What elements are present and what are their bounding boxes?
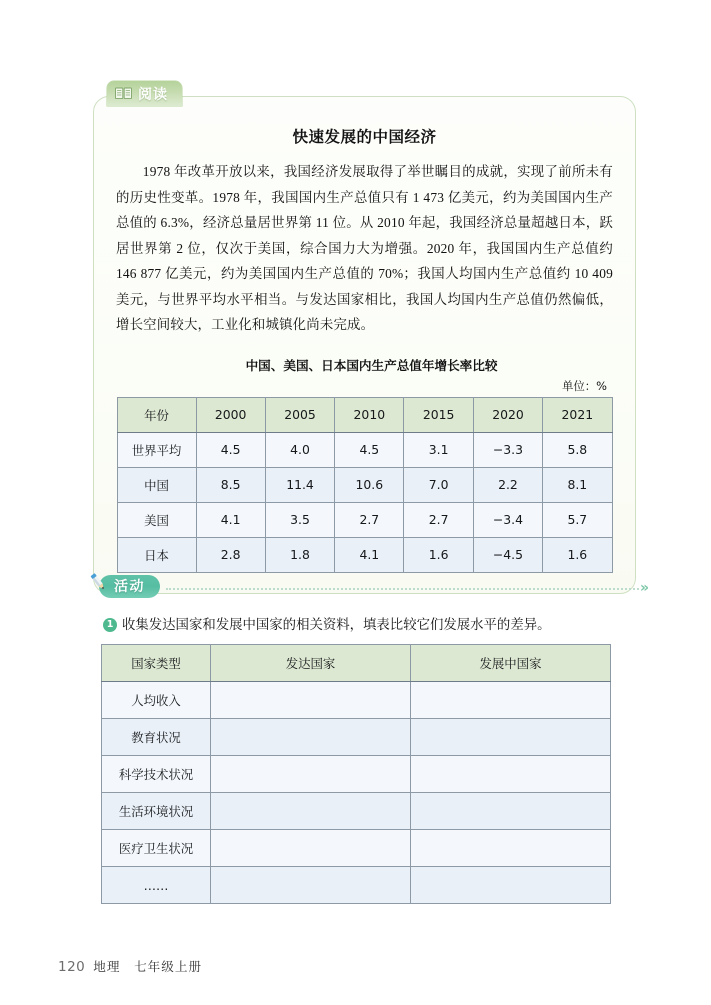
row-label: 美国 — [117, 502, 196, 537]
activity-item-text: 收集发达国家和发展中国家的相关资料，填表比较它们发展水平的差异。 — [122, 617, 551, 632]
table-row — [102, 682, 611, 719]
reading-box — [93, 86, 636, 594]
table-cell: 3.1 — [404, 432, 473, 467]
table-cell: 8.5 — [196, 467, 265, 502]
book-icon — [115, 87, 132, 100]
activity-tab-label: 活动 — [114, 579, 145, 595]
answer-cell-developing[interactable] — [411, 682, 611, 719]
page-number: 120 — [58, 959, 86, 975]
table-cell: 1.8 — [265, 537, 334, 572]
table-cell: 5.8 — [543, 432, 612, 467]
row-label: 科学技术状况 — [102, 756, 211, 793]
activity-tab — [99, 575, 160, 598]
table-cell: 8.1 — [543, 467, 612, 502]
table-header-row — [102, 645, 611, 682]
row-label: 中国 — [117, 467, 196, 502]
column-header-developing: 发展中国家 — [411, 645, 611, 682]
table-cell: −3.3 — [473, 432, 542, 467]
answer-cell-developed[interactable] — [211, 719, 411, 756]
table-cell: 4.0 — [265, 432, 334, 467]
column-header-2010: 2010 — [335, 397, 404, 432]
table-cell: −3.4 — [473, 502, 542, 537]
table-row — [102, 756, 611, 793]
table-cell: 3.5 — [265, 502, 334, 537]
answer-cell-developed[interactable] — [211, 682, 411, 719]
table-row — [117, 502, 612, 537]
table-cell: 4.5 — [196, 432, 265, 467]
table-cell: 7.0 — [404, 467, 473, 502]
column-header-2020: 2020 — [473, 397, 542, 432]
column-header-year: 年份 — [117, 397, 196, 432]
table-row — [102, 719, 611, 756]
table-row — [117, 537, 612, 572]
gdp-table-title: 中国、美国、日本国内生产总值年增长率比较 — [245, 357, 498, 373]
chevron-right-icon: » — [639, 579, 646, 596]
column-header-country-type: 国家类型 — [102, 645, 211, 682]
reading-tab-label: 阅读 — [138, 86, 168, 103]
answer-cell-developing[interactable] — [411, 793, 611, 830]
column-header-2005: 2005 — [265, 397, 334, 432]
dotted-divider — [166, 587, 639, 590]
row-label: 日本 — [117, 537, 196, 572]
activity-header — [86, 572, 646, 600]
footer-book-title: 地理 七年级上册 — [93, 959, 203, 974]
reading-section — [93, 86, 636, 594]
reading-tab — [107, 81, 182, 106]
table-cell: −4.5 — [473, 537, 542, 572]
table-row — [117, 467, 612, 502]
table-cell: 1.6 — [543, 537, 612, 572]
row-label: 教育状况 — [102, 719, 211, 756]
table-header-row — [117, 397, 612, 432]
table-cell: 1.6 — [404, 537, 473, 572]
answer-cell-developed[interactable] — [211, 830, 411, 867]
answer-cell-developing[interactable] — [411, 830, 611, 867]
activity-number-badge: 1 — [103, 618, 117, 632]
answer-cell-developing[interactable] — [411, 867, 611, 904]
table-row — [117, 432, 612, 467]
column-header-2000: 2000 — [196, 397, 265, 432]
table-row — [102, 793, 611, 830]
article-body: 1978 年改革开放以来，我国经济发展取得了举世瞩目的成就，实现了前所未有的历史性变革。1978 年，我国国内生产总值只有 1 473 亿美元，约为美国国内生产总值的 6.3%，经济总量居世界第 11 位。从 2010 年起，我国经济总量超越日本，跃居世界第 2 位，仅次于美国，综合国力大为增强。2020 年，我国国内生产总值约 146 877 亿美元，约为美国国内生产总值的 70%；我国人均国内生产总值约 10 409 美元，与世界平均水平相当。与发达国家相比，我国人均国内生产总值仍然偏低，增长空间较大，工业化和城镇化尚未完成。 — [116, 164, 613, 332]
table-cell: 5.7 — [543, 502, 612, 537]
activity-section — [86, 572, 646, 904]
answer-cell-developing[interactable] — [411, 719, 611, 756]
column-header-2021: 2021 — [543, 397, 612, 432]
gdp-growth-table — [117, 397, 613, 573]
row-label: 人均收入 — [102, 682, 211, 719]
answer-cell-developed[interactable] — [211, 867, 411, 904]
page-footer — [58, 956, 202, 975]
answer-cell-developed[interactable] — [211, 756, 411, 793]
column-header-2015: 2015 — [404, 397, 473, 432]
gdp-table-block — [116, 355, 613, 573]
answer-cell-developed[interactable] — [211, 793, 411, 830]
table-cell: 4.1 — [335, 537, 404, 572]
table-cell: 11.4 — [265, 467, 334, 502]
row-label: 生活环境状况 — [102, 793, 211, 830]
row-label: …… — [102, 867, 211, 904]
article-title: 快速发展的中国经济 — [292, 128, 437, 146]
gdp-table-unit: 单位：% — [562, 378, 607, 393]
activity-item-1 — [103, 614, 646, 636]
column-header-developed: 发达国家 — [211, 645, 411, 682]
answer-cell-developing[interactable] — [411, 756, 611, 793]
row-label: 医疗卫生状况 — [102, 830, 211, 867]
row-label: 世界平均 — [117, 432, 196, 467]
table-cell: 2.7 — [404, 502, 473, 537]
table-cell: 4.5 — [335, 432, 404, 467]
table-cell: 4.1 — [196, 502, 265, 537]
country-comparison-table — [101, 644, 611, 904]
table-cell: 2.8 — [196, 537, 265, 572]
table-cell: 10.6 — [335, 467, 404, 502]
table-row — [102, 830, 611, 867]
table-cell: 2.2 — [473, 467, 542, 502]
table-row — [102, 867, 611, 904]
table-cell: 2.7 — [335, 502, 404, 537]
